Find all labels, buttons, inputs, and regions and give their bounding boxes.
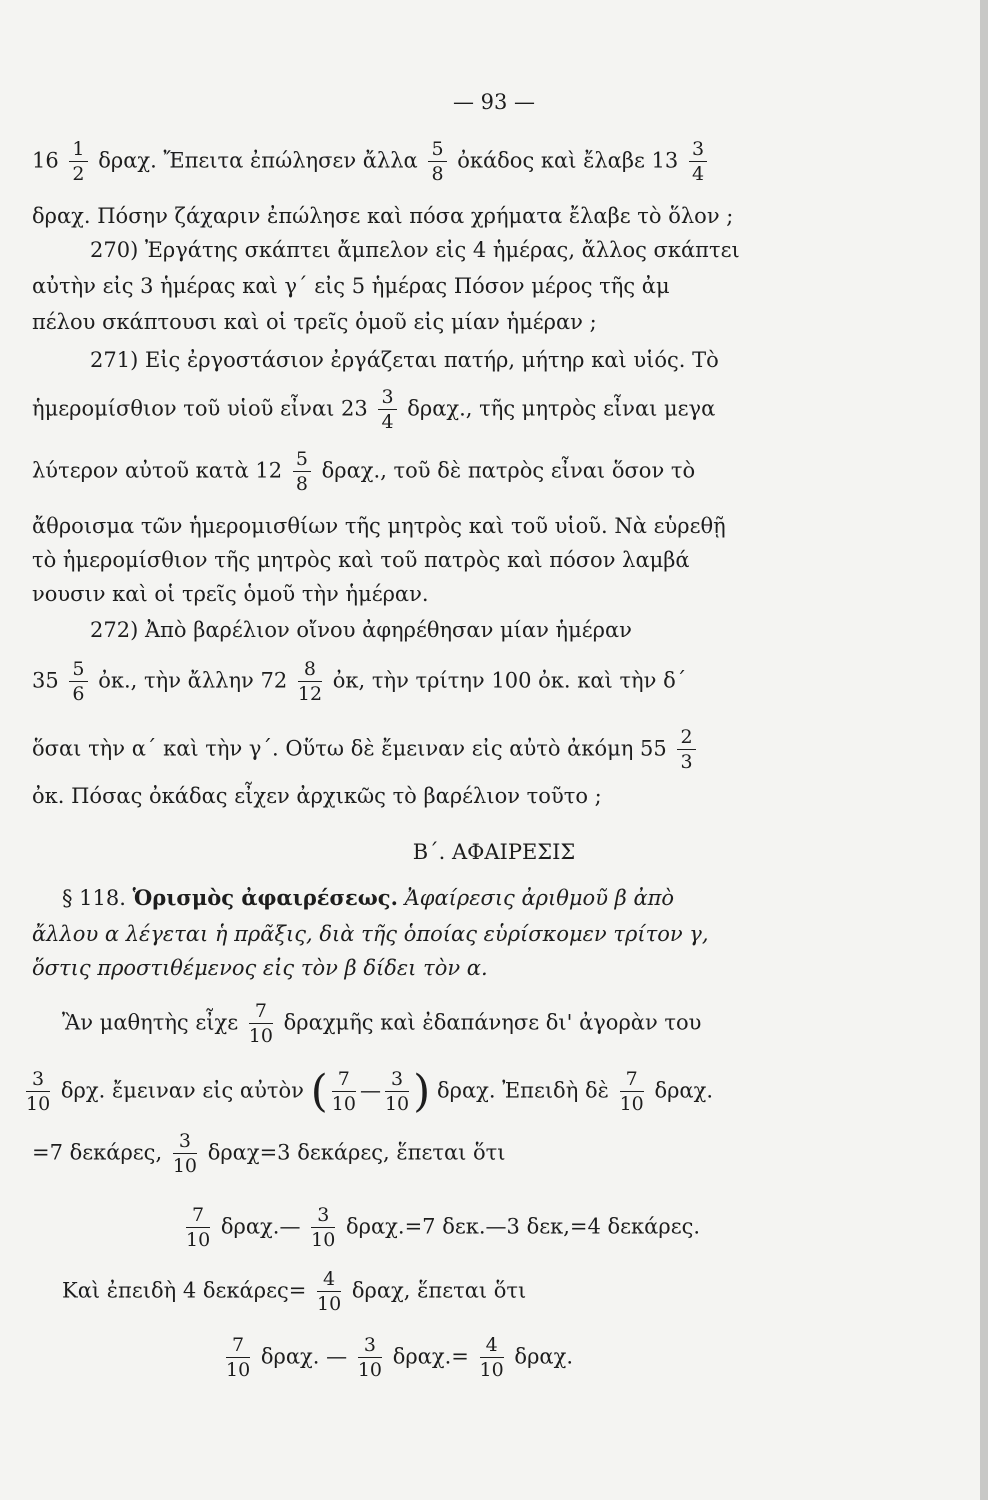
- fraction: $\frac{7}{10}$: [226, 1334, 251, 1381]
- text: Ἀφαίρεσις ἀριθμοῦ β ἀπὸ: [404, 886, 675, 910]
- text: Ἂν μαθητὴς εἶχε: [62, 1010, 239, 1035]
- left-paren: (: [310, 1066, 328, 1117]
- text-line: [32, 450, 862, 494]
- fraction: $\frac{3}{10}$: [172, 1130, 197, 1177]
- fraction: $\frac{7}{10}$: [186, 1204, 211, 1251]
- text: δραχ., τοῦ δὲ πατρὸς εἶναι ὅσον τὸ: [321, 458, 696, 483]
- text: δραχ.=7 δεκ.—3 δεκ,=4 δεκάρες.: [346, 1214, 701, 1239]
- text-line: [32, 660, 862, 704]
- text: Καὶ ἐπειδὴ 4 δεκάρες=: [62, 1278, 307, 1303]
- text-line: [62, 1270, 862, 1314]
- fraction: $\frac{7}{10}$: [331, 1068, 356, 1115]
- definition-title: Ὁρισμὸς ἀφαιρέσεως.: [132, 885, 398, 910]
- fraction: $\frac{7}{10}$: [619, 1068, 644, 1115]
- text: δραχ, ἕπεται ὅτι: [351, 1278, 527, 1303]
- fraction: $\frac{5}{8}$: [293, 450, 311, 494]
- fraction: $\frac{3}{10}$: [311, 1204, 336, 1251]
- fraction: $\frac{5}{8}$: [428, 140, 446, 184]
- text-line: πέλου σκάπτουσι καὶ οἱ τρεῖς ὁμοῦ εἰς μίαν ἡμέραν ;: [32, 310, 597, 334]
- text-line: ἄλλου α λέγεται ἡ πρᾶξις, διὰ τῆς ὁποίας εὑρίσκομεν τρίτον γ,: [32, 922, 709, 946]
- text-line: [32, 388, 862, 432]
- fraction: $\frac{3}{4}$: [689, 140, 707, 184]
- fraction: $\frac{2}{3}$: [677, 728, 695, 772]
- text-line: ὀκ. Πόσας ὀκάδας εἶχεν ἀρχικῶς τὸ βαρέλιον τοῦτο ;: [32, 784, 602, 808]
- fraction: $\frac{3}{10}$: [384, 1068, 410, 1115]
- text: δραχ. —: [260, 1344, 348, 1369]
- text-line: [62, 884, 862, 912]
- text-line: [32, 1132, 862, 1176]
- text: δραχ.=: [392, 1344, 469, 1369]
- text: δραχ.: [514, 1344, 573, 1369]
- text-line: δραχ. Πόσην ζάχαριν ἐπώλησε καὶ πόσα χρήματα ἔλαβε τὸ ὅλον ;: [32, 204, 734, 228]
- text: δραχμῆς καὶ ἐδαπάνησε δι' ἀγορὰν του: [283, 1010, 702, 1035]
- text: δρχ. ἔμειναν εἰς αὐτὸν: [60, 1078, 304, 1103]
- text-line: 272) Ἀπὸ βαρέλιον οἴνου ἀφηρέθησαν μίαν ἡμέραν: [90, 618, 632, 642]
- text: δραχ.—: [220, 1214, 301, 1239]
- fraction: $\frac{3}{4}$: [378, 388, 396, 432]
- text-line: [32, 140, 862, 184]
- section-number: § 118.: [62, 886, 126, 910]
- text-line: ὅστις προστιθέμενος εἰς τὸν β δίδει τὸν α.: [32, 956, 488, 980]
- text-line: τὸ ἡμερομίσθιον τῆς μητρὸς καὶ τοῦ πατρὸς καὶ πόσον λαμβά: [32, 548, 690, 572]
- text-line: 270) Ἐργάτης σκάπτει ἄμπελον εἰς 4 ἡμέρας, ἄλλος σκάπτει: [90, 238, 740, 262]
- text: ὀκ, τὴν τρίτην 100 ὀκ. καὶ τὴν δ΄: [332, 668, 687, 693]
- fraction: $\frac{3}{10}$: [357, 1334, 382, 1381]
- text: 35: [32, 668, 59, 693]
- text-line: ἄθροισμα τῶν ἡμερομισθίων τῆς μητρὸς καὶ τοῦ υἱοῦ. Νὰ εὑρεθῇ: [32, 514, 726, 538]
- text-line: νουσιν καὶ οἱ τρεῖς ὁμοῦ τὴν ἡμέραν.: [32, 582, 429, 606]
- text: ὀκ., τὴν ἄλλην 72: [98, 668, 288, 693]
- text: =7 δεκάρες,: [32, 1140, 163, 1165]
- text: δραχ., τῆς μητρὸς εἶναι μεγα: [407, 396, 716, 421]
- text: ὀκάδος καὶ ἔλαβε 13: [457, 148, 679, 173]
- text: ὅσαι τὴν α΄ καὶ τὴν γ΄. Οὕτω δὲ ἔμειναν εἰς αὐτὸ ἀκόμη 55: [32, 736, 667, 761]
- text: λύτερον αὐτοῦ κατὰ 12: [32, 458, 283, 483]
- text: δραχ=3 δεκάρες, ἕπεται ὅτι: [207, 1140, 506, 1165]
- fraction: $\frac{8}{12}$: [297, 658, 323, 705]
- text-line: [222, 1336, 882, 1380]
- text-line: $\frac{3}{10}$ δρχ. ἔμειναν εἰς αὐτὸν ( $\frac{7}{10}$ — $\frac{3}{10}$ ) δραχ. Ἐπειδὴ δὲ $\frac{7}{10}$ δραχ.: [26, 1066, 714, 1117]
- text-line: 271) Εἰς ἐργοστάσιον ἐργάζεται πατήρ, μήτηρ καὶ υἱός. Τὸ: [90, 348, 719, 372]
- text: δραχ.: [654, 1078, 714, 1103]
- text: δραχ. Ἔπειτα ἐπώλησεν ἄλλα: [98, 148, 418, 173]
- text-line: [62, 1002, 862, 1046]
- text: ἡμερομίσθιον τοῦ υἱοῦ εἶναι 23: [32, 396, 368, 421]
- text: 16: [32, 148, 59, 173]
- right-paren: ): [413, 1066, 431, 1117]
- text-line: αὐτὴν εἰς 3 ἡμέρας καὶ γ΄ εἰς 5 ἡμέρας Πόσον μέρος τῆς ἀμ: [32, 274, 670, 298]
- text-line: [32, 728, 862, 772]
- fraction: $\frac{4}{10}$: [479, 1334, 504, 1381]
- fraction: $\frac{4}{10}$: [317, 1268, 342, 1315]
- text: δραχ. Ἐπειδὴ δὲ: [436, 1078, 609, 1103]
- text-line: [182, 1206, 882, 1250]
- page-number: — 93 —: [452, 90, 536, 114]
- fraction: $\frac{1}{2}$: [69, 140, 87, 184]
- fraction: $\frac{3}{10}$: [26, 1068, 51, 1115]
- fraction: $\frac{5}{6}$: [69, 660, 87, 704]
- fraction: $\frac{7}{10}$: [248, 1000, 273, 1047]
- section-heading: Β΄. ΑΦΑΙΡΕΣΙΣ: [412, 840, 576, 864]
